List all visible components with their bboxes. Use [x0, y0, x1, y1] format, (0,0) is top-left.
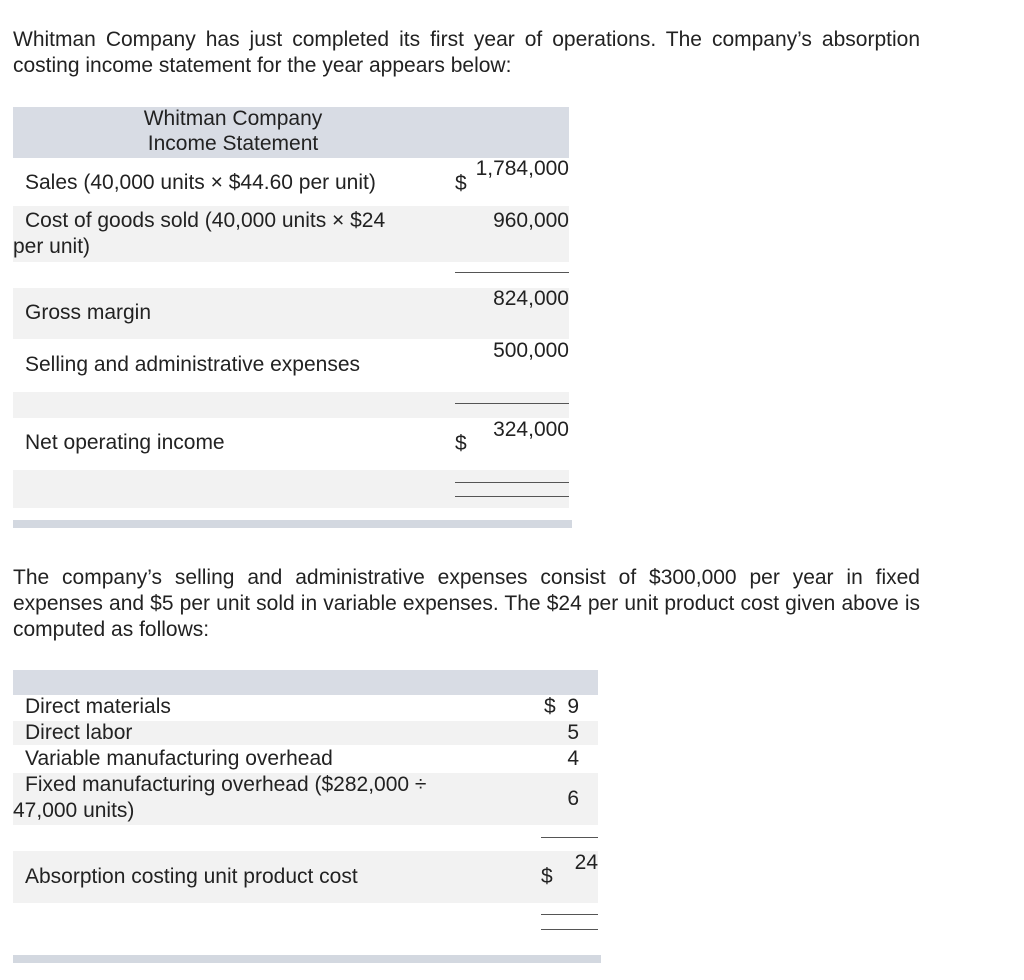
unit-cost-value: 24	[574, 851, 598, 874]
fixed-overhead-label-line2: 47,000 units)	[13, 799, 135, 822]
intro-paragraph: Whitman Company has just completed its first year of operations. The company’s absorption costing income statement for the year appears below:	[13, 28, 920, 77]
statement-title: Income Statement	[147, 132, 319, 155]
middle-paragraph: The company’s selling and administrative expenses consist of $300,000 per year in fixed expenses and $5 per unit sold in variable expenses. The $24 per unit product cost given above is computed as follows:	[13, 566, 920, 641]
fixed-overhead-value: 6	[567, 787, 579, 810]
gross-margin-label: Gross margin	[25, 301, 152, 324]
unit-cost-label: Absorption costing unit product cost	[25, 865, 358, 888]
subtotal-rule-2	[455, 403, 569, 404]
direct-materials-currency: $	[544, 695, 556, 718]
unit-cost-currency: $	[541, 865, 553, 888]
direct-materials-label: Direct materials	[25, 695, 171, 718]
double-rule-bottom	[455, 496, 569, 497]
cogs-label-line2: per unit)	[13, 235, 91, 258]
table-bottom-bar	[13, 520, 572, 528]
sales-value: 1,784,000	[475, 157, 569, 180]
company-name: Whitman Company	[143, 107, 323, 130]
gross-margin-value: 824,000	[493, 287, 569, 310]
direct-materials-value: 9	[567, 695, 579, 718]
total-row-band	[13, 470, 569, 508]
direct-labor-label: Direct labor	[25, 721, 133, 744]
selling-admin-value: 500,000	[493, 339, 569, 362]
cost-double-rule-top	[541, 914, 598, 915]
cost-table-bottom-bar	[13, 955, 601, 963]
double-rule-top	[455, 482, 569, 483]
fixed-overhead-label-line1: Fixed manufacturing overhead ($282,000 ÷	[25, 773, 427, 796]
sales-currency: $	[455, 172, 467, 195]
cost-table-header-band	[13, 670, 598, 695]
cogs-label-line1: Cost of goods sold (40,000 units × $24	[25, 209, 386, 232]
net-operating-income-value: 324,000	[493, 418, 569, 441]
variable-overhead-value: 4	[567, 747, 579, 770]
spacer-row-band	[13, 392, 569, 418]
subtotal-rule	[455, 272, 569, 273]
variable-overhead-label: Variable manufacturing overhead	[25, 747, 333, 770]
cost-double-rule-bottom	[541, 929, 598, 930]
net-operating-income-label: Net operating income	[25, 431, 225, 454]
direct-labor-value: 5	[567, 721, 579, 744]
selling-admin-label: Selling and administrative expenses	[25, 353, 361, 376]
sales-label: Sales (40,000 units × $44.60 per unit)	[25, 171, 376, 194]
cogs-value: 960,000	[493, 209, 569, 232]
cost-subtotal-rule	[541, 837, 598, 838]
net-operating-income-currency: $	[455, 432, 467, 455]
